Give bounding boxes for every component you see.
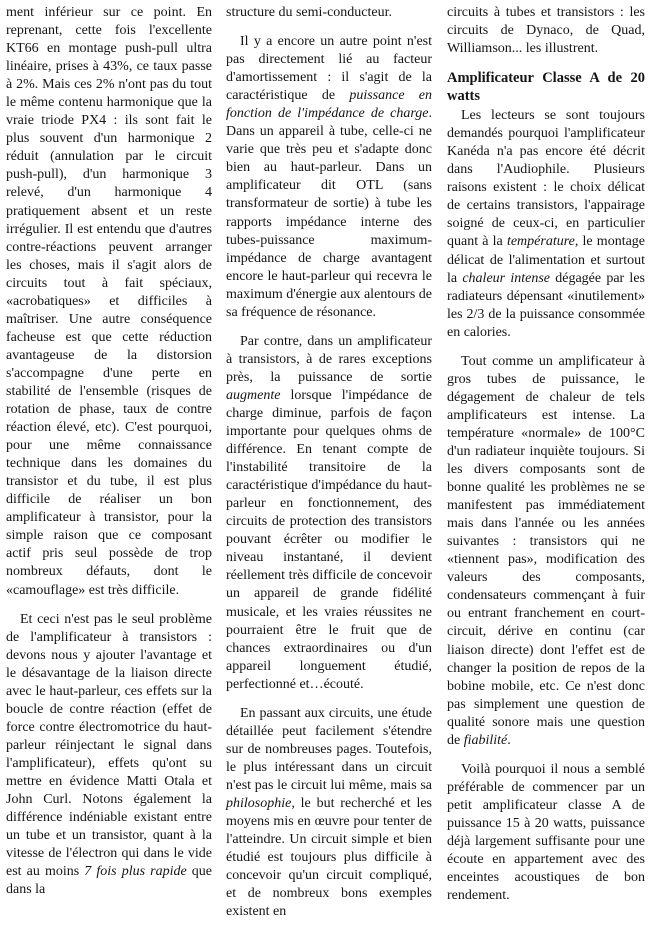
italic-emphasis: augmente: [226, 387, 281, 403]
text-column-right: [447, 4, 645, 916]
paragraph: [447, 4, 645, 58]
text-run: lorsque l'impédance de charge diminue, parfois de façon importante pour quelques ohms de différence. En tenant compte de l'instabilité transitoire de la caractéristique d'impédance du haut-parleur en fonctionnement, des circuits de protection des transistors pouvant écrêter ou modifier le niveau instantané, il devient réellement très difficile de concevoir un appareil de grande fidélité musicale, et les vraies réussites ne pourraient être le fruit que de chances extraordinaires ou d'un appareil longuement étudié, perfectionné et…écouté.: [226, 387, 432, 692]
italic-emphasis: température: [506, 234, 575, 250]
text-run: , le but recherché et les moyens mis en œuvre pour tenter de l'atteindre. Un circuit simple et bien étudié est toujours plus difficile à concevoir qu'un circuit compliqué, et de nombreux bons exemples existent en: [226, 795, 432, 920]
text-run: Voilà pourquoi il nous a semblé préférable de commencer par un petit amplificateur classe A de puissance 15 à 20 watts, puissance déjà largement suffisante pour une écoute en appartement avec des enceintes acoustiques de bon rendement.: [447, 761, 645, 904]
italic-emphasis: philosophie: [226, 795, 292, 811]
text-run: Tout comme un amplificateur à gros tubes de puissance, le dégagement de chaleur de tels amplificateurs est intense. La température «normale» de 100°C d'un radiateur inquiète toujours. Si les divers composants sont de bonne qualité les problèmes ne se manifestent pas immédiatement mais dans l'année ou les années suivantes : transistors qui ne «tiennent pas», modification des valeurs des composants, condensateurs commençant à fuir ou entrant franchement en court-circuit, dérive en continu (car liaison directe) dont l'effet est de changer la position de repos de la bobine mobile, etc. Ce n'est donc pas simplement une question de qualité sonore mais une question de: [447, 353, 645, 748]
text-run: Il y a encore un autre point n'est pas directement lié au facteur d'amortissement : il s'agit de la caractéristique de: [226, 34, 432, 104]
text-column-middle: [226, 4, 432, 932]
paragraph: [6, 611, 212, 900]
text-run: , le montage délicat de l'alimentation et surtout la: [447, 234, 646, 286]
paragraph: [226, 705, 432, 922]
text-run: .: [507, 732, 511, 748]
text-run: ment inférieur sur ce point. En reprenant, cette fois l'excellente KT66 en montage push-pull ultra linéaire, prises à 43%, ce taux passe à 2%. Mais ces 2% n'ont pas du tout le même contenu harmonique que la vraie triode PX4 : ils sont fait le plus souvent d'un harmonique 2 réduit (annulation par le circuit push-pull), d'un harmonique 3 relevé, d'un harmonique 4 pratiquement absent et un reste irrégulier. Il est entendu que d'autres contre-réactions peuvent arranger les choses, mais il s'agit alors de circuits tout à fait spéciaux, «acrobatiques» et difficiles à maîtriser. Une autre conséquence facheuse est que cette réduction avantageuse de la distorsion s'accompagne d'une perte en stabilité de l'ensemble (risques de rotation de phase, taux de contre réaction élevé, etc). C'est pourquoi, pour une même connaissance technique dans les domaines du transistor et du tube, il est plus difficile de réaliser un bon amplificateur à transistor, pour la simple raison que ce composant actif pris seul possède de trop nombreux défauts, dont le «camouflage» est très difficile.: [6, 5, 212, 598]
text-run: Et ceci n'est pas le seul problème de l'amplificateur à transistors : devons nous y ajouter l'avantage et le désavantage de la liaison directe avec le haut-parleur, ces effets sur la boucle de contre réaction (effet de force contre électromotrice du haut-parleur réinjectant le signal dans l'amplificateur), effets qu'ont su mettre en évidence Matti Otala et John Curl. Notons également la différence indéniable existant entre un tube et un transistor, quant à la vitesse de l'électron qui dans le vide est au moins: [6, 611, 212, 880]
text-run: dégagée par les radiateurs dépensant «inutilement» les 2/3 de la puissance consommée en calories.: [447, 270, 645, 340]
paragraph: [6, 4, 212, 600]
paragraph: [226, 333, 432, 694]
paragraph: [226, 33, 432, 322]
paragraph: [447, 761, 645, 905]
text-run: Par contre, dans un amplificateur à transistors, à de rares exceptions près, la puissance de sortie: [226, 333, 432, 385]
italic-emphasis: puissance en fonction de l'impédance de charge: [226, 88, 433, 122]
text-run: circuits à tubes et transistors : les circuits de Dynaco, de Quad, Williamson... les illustrent.: [447, 5, 645, 57]
text-run: Les lecteurs se sont toujours demandés pourquoi l'amplificateur Kanéda n'a pas encore été décrit dans l'Audiophile. Plusieurs raisons existent : le choix délicat de certains transistors, l'appairage soigné de ceux-ci, en particulier quant à la: [447, 108, 645, 250]
text-column-left: [6, 4, 212, 910]
text-run: que dans la: [6, 864, 212, 898]
section-heading: [447, 69, 645, 105]
paragraph: [226, 4, 432, 22]
text-run: . Dans un appareil à tube, celle-ci ne varie que très peu et s'adapte donc bien au haut-parleur. Dans un amplificateur dit OTL (sans transformateur de sortie) à tube les rapports impédance interne des tubes-puissance maximum-impédance de charge avantagent encore le haut-parleur qui recevra le maximum d'énergie aux alentours de sa fréquence de résonance.: [226, 106, 432, 320]
text-run: En passant aux circuits, une étude détaillée peut facilement s'étendre sur de nombreuses pages. Toutefois, le plus intéressant dans un circuit n'est pas le circuit lui même, mais sa: [226, 705, 432, 793]
text-run: structure du semi-conducteur.: [226, 5, 393, 20]
paragraph: [447, 353, 645, 750]
text-run: Amplificateur Classe A de 20 watts: [447, 70, 645, 105]
paragraph: [447, 107, 645, 342]
italic-emphasis: fiabilité: [463, 732, 508, 748]
italic-emphasis: chaleur intense: [462, 270, 550, 286]
italic-emphasis: 7 fois plus rapide: [84, 864, 187, 880]
